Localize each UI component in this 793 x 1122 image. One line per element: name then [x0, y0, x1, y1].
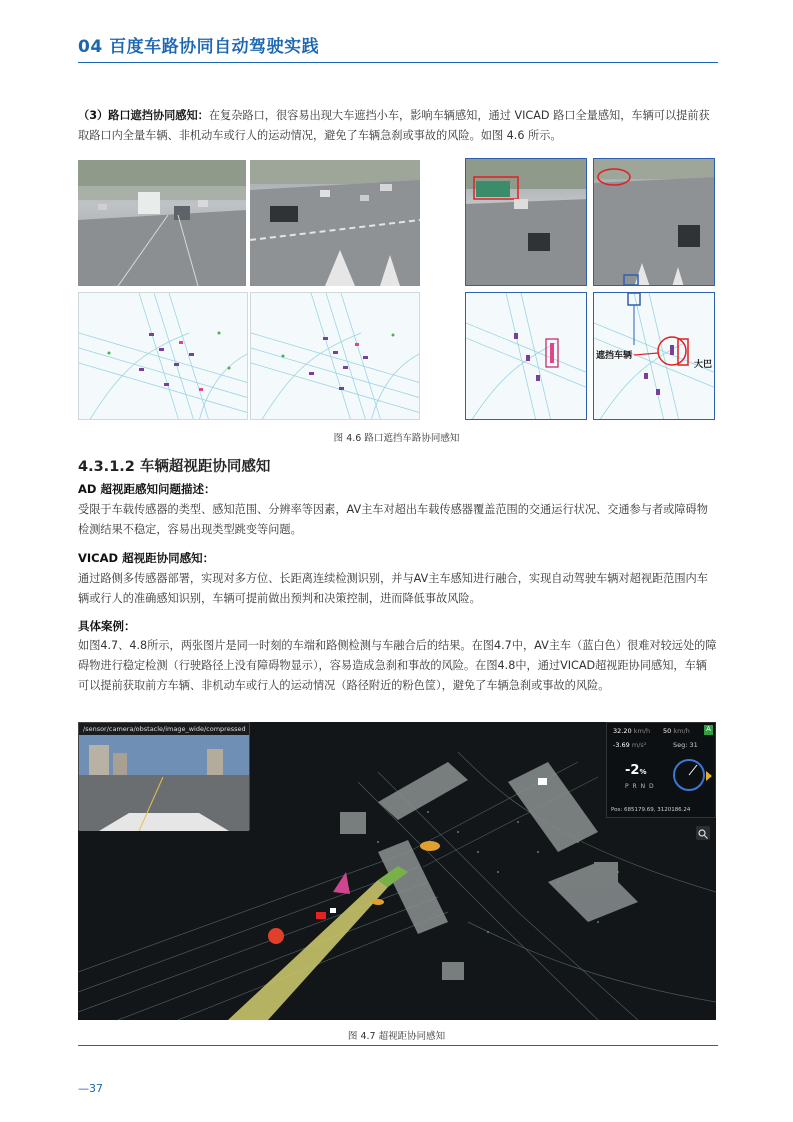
vehicle-status-panel: 32.20 km/h 50 km/h A -3.69 m/s² Seg: 31 -2% P R N D Pos: 685179.69, 3120186.24 — [606, 722, 716, 818]
speed-limit-unit: km/h — [673, 727, 690, 735]
intro-text: 在复杂路口，很容易出现大车遮挡小车，影响车辆感知，通过 VICAD 路口全量感知，车辆可以提前获取路口内全量车辆、非机动车或行人的运动情况，避免了车辆急刹或事故的风险。如图 4.6 所示。 — [78, 109, 710, 142]
vicad-text: 通过路侧多传感器部署，实现对多方位、长距离连续检测识别，并与AV主车感知进行融合，实现自动驾驶车辆对超视距范围内车辆或行人的准确感知识别，车辆可提前做出预判和决策控制，进而降低事故风险。 — [78, 572, 708, 605]
occluding-vehicle-annotation: 遮挡车辆 — [596, 351, 633, 361]
speed-unit: km/h — [633, 727, 651, 735]
bus-annotation: 大巴 — [694, 360, 713, 370]
section-title: 4.3.1.2 车辆超视距协同感知 — [78, 459, 271, 475]
speed-limit-value: 50 — [663, 727, 672, 735]
occlusion-map-1 — [465, 292, 587, 420]
problem-text: 受限于车载传感器的类型、感知范围、分辨率等因素，AV主车对超出车载传感器覆盖范围的交通运行状况、交通参与者或障碍物检测结果不稳定，容易出现类型跳变等问题。 — [78, 503, 708, 536]
intro-paragraph — [78, 106, 718, 146]
acceleration-value: -3.69 — [613, 741, 630, 749]
figure-46-caption: 图 4.6 路口遮挡车路协同感知 — [333, 433, 460, 444]
search-icon[interactable] — [696, 826, 710, 840]
vicad-heading: VICAD 超视距协同感知： — [78, 551, 215, 565]
fusion-map-2 — [250, 292, 420, 420]
fusion-map-1 — [78, 292, 248, 420]
case-heading: 具体案例： — [78, 619, 136, 633]
steering-value: -2 — [625, 763, 640, 778]
intro-label: （3）路口遮挡协同感知： — [78, 109, 209, 122]
intersection-camera-photo-2 — [250, 160, 420, 286]
steering-wheel-icon — [671, 757, 707, 793]
figure-47-caption: 图 4.7 超视距协同感知 — [347, 1031, 446, 1042]
camera-inset — [78, 722, 250, 830]
gear-indicator: P R N D — [625, 783, 655, 790]
case-text: 如图4.7、4.8所示，两张图片是同一时刻的车端和路侧检测与车融合后的结果。在图4.7中，AV主车（蓝白色）很难对较远处的障碍物进行稳定检测（行驶路径上没有障碍物显示），容易造成急刹和事故的风险。在图4.8中，通过VICAD超视距协同感知，车辆可以提前获取前方车辆、非机动车或行人的运动情况（路径附近的粉色筐），避免了车辆急刹或事故的风险。 — [78, 639, 717, 692]
occlusion-camera-photo-2 — [593, 158, 715, 286]
seg-label: Seg: 31 — [673, 741, 698, 749]
occlusion-camera-photo-1 — [465, 158, 587, 286]
beyond-visual-range-visualization — [78, 722, 716, 1020]
header-divider — [78, 62, 718, 63]
occlusion-map-2 — [593, 292, 715, 420]
mode-badge: A — [704, 725, 713, 735]
camera-topic-label: /sensor/camera/obstacle/image_wide/compressed — [83, 725, 246, 733]
position-readout: Pos: 685179.69, 3120186.24 — [611, 807, 691, 813]
turn-arrow-icon — [706, 771, 712, 781]
speed-value: 32.20 — [613, 727, 632, 735]
acceleration-unit: m/s² — [631, 741, 647, 749]
footer-divider — [78, 1045, 718, 1046]
intersection-camera-photo-1 — [78, 160, 246, 286]
page-number: —37 — [78, 1082, 103, 1095]
chapter-title: 04 百度车路协同自动驾驶实践 — [78, 37, 320, 57]
problem-heading: AD 超视距感知问题描述： — [78, 482, 216, 496]
